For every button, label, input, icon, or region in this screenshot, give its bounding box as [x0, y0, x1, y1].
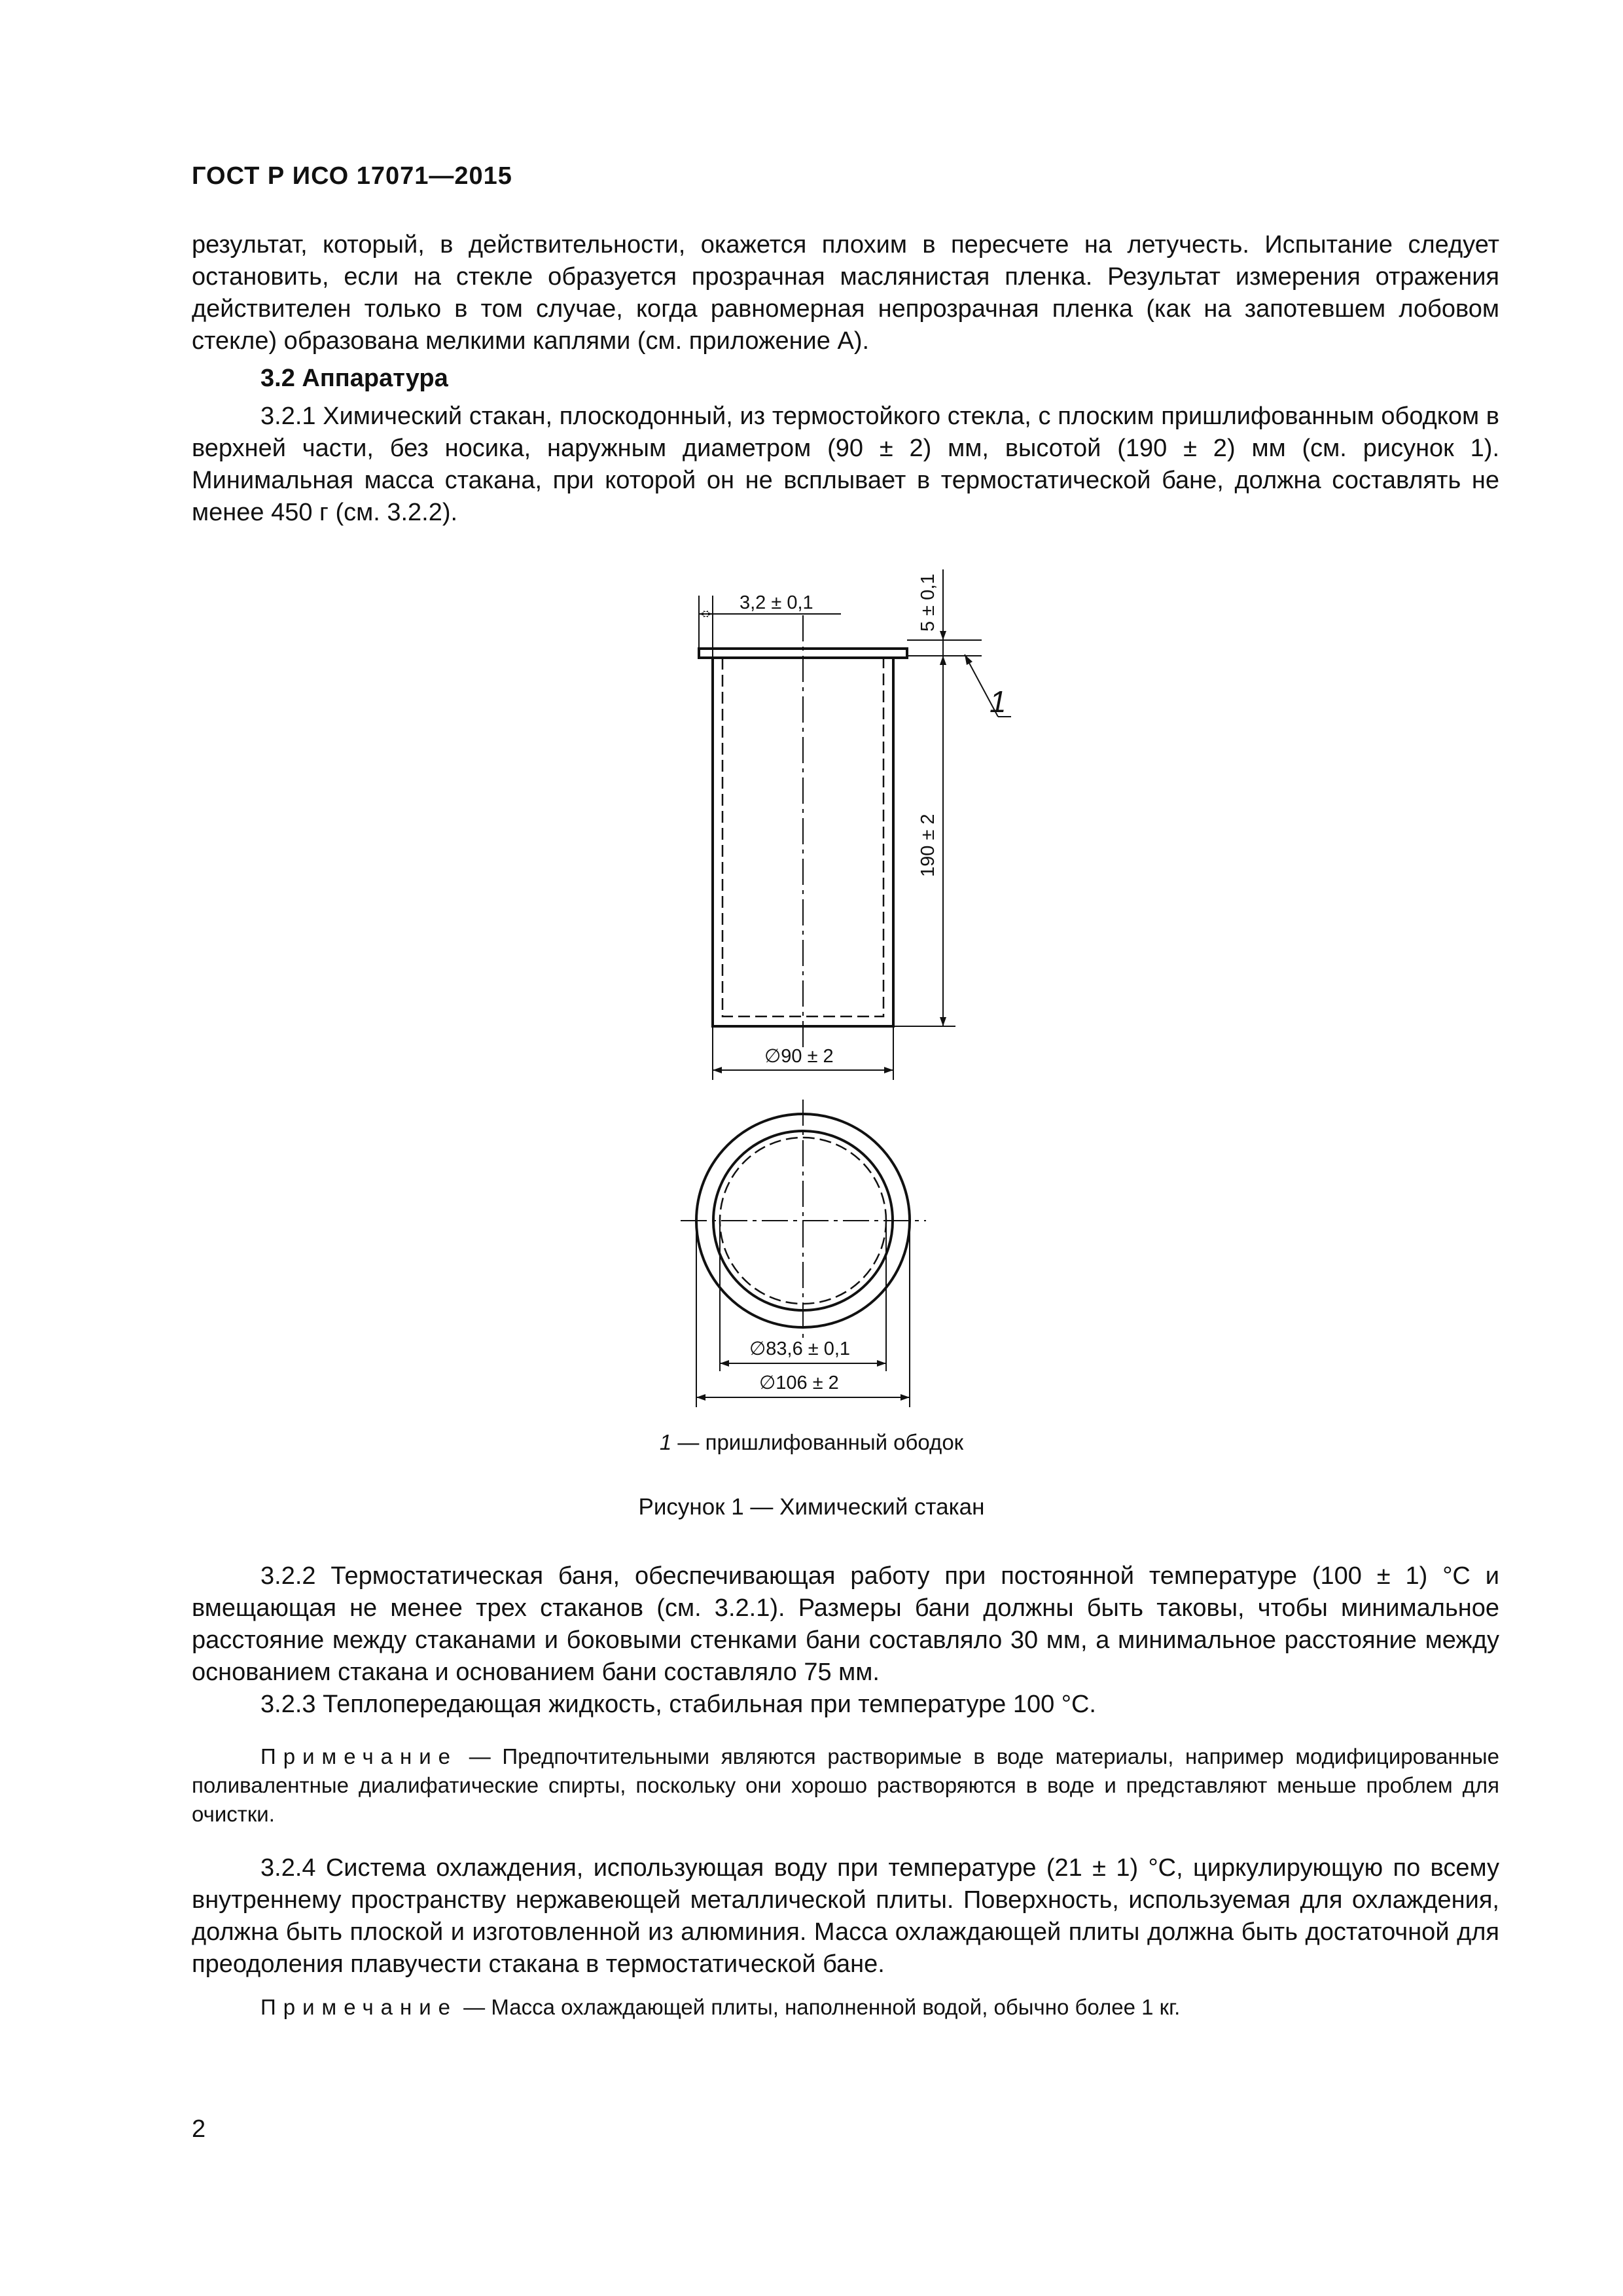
dim-height: 190 ± 2 [918, 814, 938, 877]
paragraph-3-2-1: 3.2.1 Химический стакан, плоскодонный, из термостойкого стекла, с плоским пришлифованным ободком в верхней части, без носика, наружным диаметром (90 ± 2) мм, высотой (190 ± 2) мм (см. рисунок 1). Минимальная масса стакана, при которой он не всплывает в термостатической бане, должна составлять не менее 450 г (см. 3.2.2). [192, 403, 1499, 526]
note-2-text: — Масса охлаждающей плиты, наполненной водой, обычно более 1 кг. [457, 1995, 1181, 2019]
document-header: ГОСТ Р ИСО 17071—2015 [192, 162, 512, 190]
dim-rim-diameter: ∅106 ± 2 [759, 1372, 839, 1393]
dim-rim-thickness: 3,2 ± 0,1 [740, 592, 813, 613]
legend-number: 1 [659, 1430, 672, 1454]
callout-label: 1 [990, 685, 1007, 719]
paragraph-3-2-3: 3.2.3 Теплопередающая жидкость, стабильная при температуре 100 °С. [260, 1691, 1096, 1718]
dim-outer-diameter: ∅90 ± 2 [764, 1046, 834, 1067]
figure-caption: Рисунок 1 — Химический стакан [638, 1494, 985, 1520]
note-1-label: Примечание [260, 1744, 458, 1768]
paragraph-3-2-2: 3.2.2 Термостатическая баня, обеспечивающая работу при постоянной температуре (100 ± 1) °С и вмещающая не менее трех стаканов (см. 3.2.1). Размеры бани должны быть таковы, чтобы минимальное расстояние между стаканами и боковыми стенками бани составляло 30 мм, а минимальное расстояние между основанием стакана и основанием бани составляло 75 мм. [192, 1562, 1499, 1686]
legend-text: — пришлифованный ободок [671, 1430, 964, 1454]
figure-legend [0, 1430, 1623, 1455]
note-2-label: Примечание [260, 1995, 458, 2019]
page-number: 2 [192, 2115, 206, 2143]
note-2 [192, 1993, 1499, 2022]
note-1-text: — Предпочтительными являются растворимые в воде материалы, например модифицированные поливалентные диалифатические спирты, поскольку они хорошо растворяются в воде и представляют меньше проблем для очистки. [192, 1744, 1499, 1826]
note-1 [192, 1742, 1499, 1829]
paragraph-3-2-4: 3.2.4 Система охлаждения, использующая воду при температуре (21 ± 1) °С, циркулирующую по всему внутреннему пространству нержавеющей металлической плиты. Поверхность, используемая для охлаждения, должна быть плоской и изготовленной из алюминия. Масса охлаждающей плиты должна быть достаточной для преодоления плавучести стакана в термостатической бане. [192, 1854, 1499, 1978]
section-heading-3-2: 3.2 Аппаратура [260, 365, 448, 392]
dim-inner-diameter: ∅83,6 ± 0,1 [749, 1338, 851, 1359]
paragraph-continuation: результат, который, в действительности, окажется плохим в пересчете на летучесть. Испытание следует остановить, если на стекле образуется прозрачная маслянистая пленка. Результат измерения отражения действителен только в том случае, когда равномерная непрозрачная пленка (как на запотевшем лобовом стекле) образована мелкими каплями (см. приложение А). [192, 231, 1499, 355]
dim-rim-height: 5 ± 0,1 [918, 573, 938, 632]
